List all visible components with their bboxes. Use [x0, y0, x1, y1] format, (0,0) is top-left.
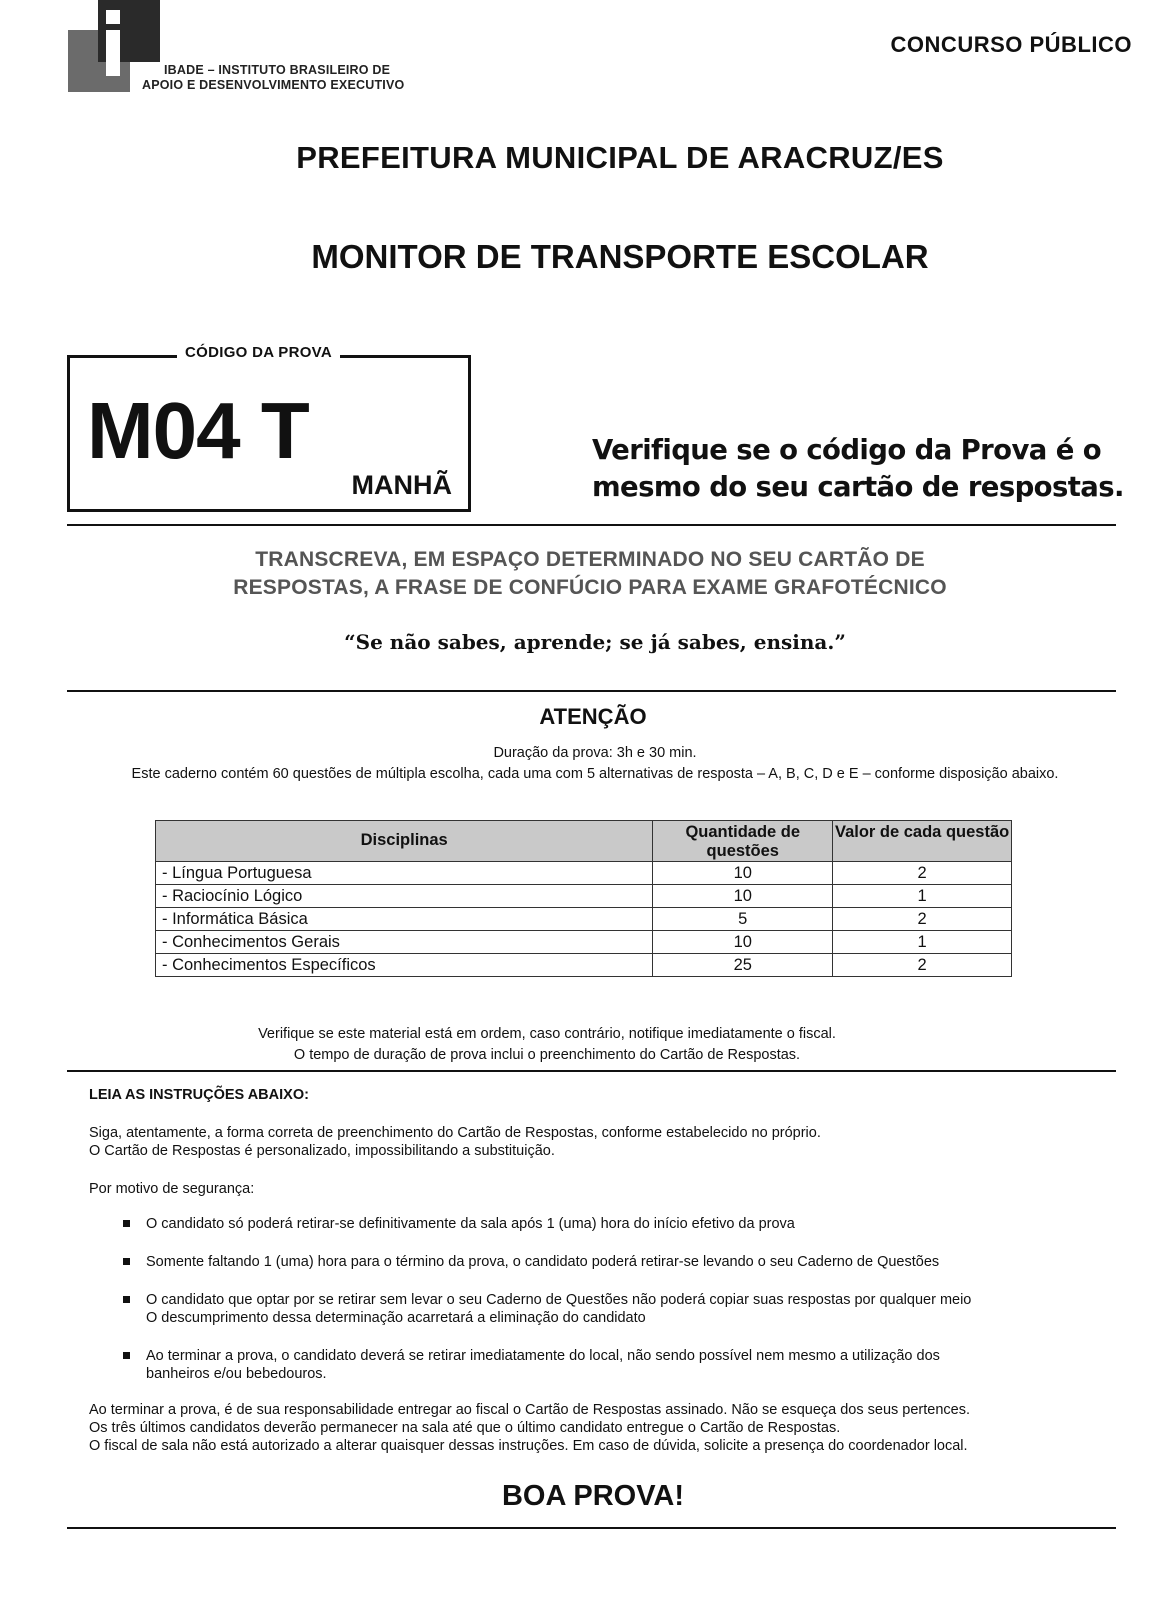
- org-title: PREFEITURA MUNICIPAL DE ARACRUZ/ES: [296, 140, 944, 175]
- divider: [67, 690, 1116, 692]
- discipline-qty: 25: [653, 954, 833, 977]
- verify-material-line-1: Verifique se este material está em ordem, caso contrário, notifique imediatamente o fiscal.: [258, 1026, 836, 1042]
- closing-message: BOA PROVA!: [501, 1480, 685, 1512]
- transcription-instruction: [0, 546, 1160, 602]
- bullet-text: O candidato que optar por se retirar sem levar o seu Caderno de Questões não poderá copiar suas respostas por qualquer meio: [146, 1292, 972, 1308]
- bullet-icon: [123, 1296, 130, 1303]
- instructions-paragraph: [89, 1124, 821, 1160]
- table-row: [156, 885, 1012, 908]
- confucius-quote: “Se não sabes, aprende; se já sabes, ensina.”: [344, 630, 846, 654]
- bullet-icon: [123, 1258, 130, 1265]
- logo-line-1: IBADE – INSTITUTO BRASILEIRO DE: [164, 63, 391, 77]
- discipline-value: 1: [833, 885, 1012, 908]
- header-valor: Valor de cada questão: [833, 821, 1012, 862]
- discipline-qty: 10: [653, 862, 833, 885]
- attention-title: ATENÇÃO: [539, 704, 647, 729]
- table-row: [156, 862, 1012, 885]
- exam-shift: MANHÃ: [351, 470, 452, 500]
- discipline-name: - Conhecimentos Gerais: [156, 931, 653, 954]
- exam-duration: Duração da prova: 3h e 30 min.: [493, 745, 697, 761]
- final-instructions: [89, 1401, 970, 1455]
- final-line: Os três últimos candidatos deverão permanecer na sala até que o último candidato entregue o Cartão de Respostas.: [89, 1420, 841, 1436]
- verify-material-line-2: O tempo de duração de prova inclui o preenchimento do Cartão de Respostas.: [293, 1047, 801, 1063]
- security-heading: Por motivo de segurança:: [89, 1181, 255, 1197]
- bullet-icon: [123, 1220, 130, 1227]
- final-line: O fiscal de sala não está autorizado a alterar quaisquer dessas instruções. Em caso de dúvida, solicite a presença do coordenador local.: [89, 1438, 968, 1454]
- discipline-value: 2: [833, 862, 1012, 885]
- verify-line-1: Verifique se o código da Prova é o: [592, 434, 1102, 466]
- verify-code-notice: [592, 432, 1124, 506]
- discipline-value: 1: [833, 931, 1012, 954]
- bullet-text: banheiros e/ou bebedouros.: [146, 1366, 327, 1382]
- header-quantidade: Quantidade de questões: [653, 821, 833, 862]
- transcription-line-2: RESPOSTAS, A FRASE DE CONFÚCIO PARA EXAME GRAFOTÉCNICO: [233, 576, 947, 599]
- discipline-qty: 5: [653, 908, 833, 931]
- logo-text: [142, 63, 405, 93]
- exam-code-box: [67, 344, 471, 512]
- header-disciplinas: Disciplinas: [156, 821, 653, 862]
- bullet-icon: [123, 1352, 130, 1359]
- instructions-line: O Cartão de Respostas é personalizado, impossibilitando a substituição.: [89, 1143, 555, 1159]
- discipline-value: 2: [833, 954, 1012, 977]
- bullet-text: O descumprimento dessa determinação acarretará a eliminação do candidato: [146, 1310, 646, 1326]
- exam-code-label: CÓDIGO DA PROVA: [177, 344, 340, 361]
- concurso-label: CONCURSO PÚBLICO: [890, 32, 1132, 57]
- role-title: MONITOR DE TRANSPORTE ESCOLAR: [311, 238, 929, 275]
- table-row: [156, 931, 1012, 954]
- final-line: Ao terminar a prova, é de sua responsabilidade entregar ao fiscal o Cartão de Respostas assinado. Não se esqueça dos seus pertences.: [89, 1402, 970, 1418]
- discipline-qty: 10: [653, 931, 833, 954]
- booklet-description: Este caderno contém 60 questões de múltipla escolha, cada uma com 5 alternativas de resposta – A, B, C, D e E – conforme disposição abaixo.: [131, 766, 1059, 782]
- transcription-line-1: TRANSCREVA, EM ESPAÇO DETERMINADO NO SEU CARTÃO DE: [255, 548, 925, 571]
- table-row: [156, 954, 1012, 977]
- instructions-title: LEIA AS INSTRUÇÕES ABAIXO:: [89, 1087, 309, 1103]
- verify-line-2: mesmo do seu cartão de respostas.: [592, 471, 1124, 503]
- instructions-line: Siga, atentamente, a forma correta de preenchimento do Cartão de Respostas, conforme estabelecido no próprio.: [89, 1125, 821, 1141]
- disciplines-table: [155, 820, 1012, 977]
- discipline-name: - Língua Portuguesa: [156, 862, 653, 885]
- logo-line-2: APOIO E DESENVOLVIMENTO EXECUTIVO: [142, 78, 405, 92]
- divider: [67, 524, 1116, 526]
- discipline-name: - Informática Básica: [156, 908, 653, 931]
- discipline-qty: 10: [653, 885, 833, 908]
- exam-code: M04 T: [87, 386, 309, 475]
- bullet-text: Ao terminar a prova, o candidato deverá se retirar imediatamente do local, não sendo possível nem mesmo a utilização dos: [146, 1348, 940, 1364]
- discipline-name: - Conhecimentos Específicos: [156, 954, 653, 977]
- discipline-value: 2: [833, 908, 1012, 931]
- divider: [67, 1070, 1116, 1072]
- bullet-text: O candidato só poderá retirar-se definitivamente da sala após 1 (uma) hora do início efetivo da prova: [146, 1216, 795, 1232]
- bullet-text: Somente faltando 1 (uma) hora para o término da prova, o candidato poderá retirar-se levando o seu Caderno de Questões: [146, 1254, 940, 1270]
- table-row: [156, 908, 1012, 931]
- divider: [67, 1527, 1116, 1529]
- discipline-name: - Raciocínio Lógico: [156, 885, 653, 908]
- table-header-row: [156, 821, 1012, 862]
